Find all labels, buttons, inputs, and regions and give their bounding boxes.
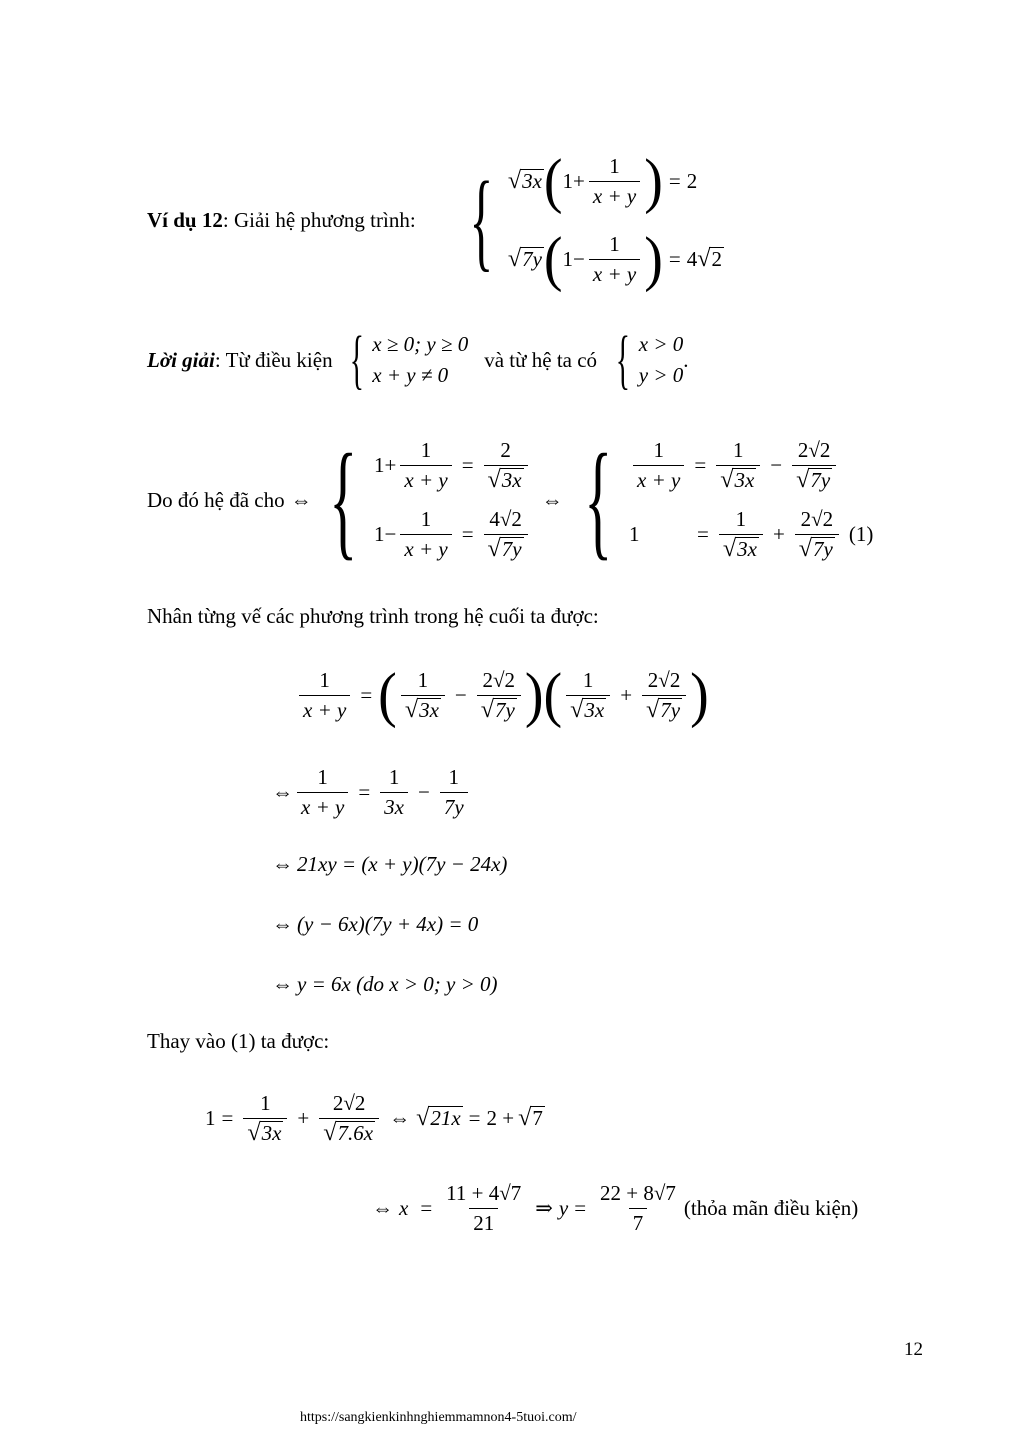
final-note: (thỏa mãn điều kiện) <box>683 1195 859 1220</box>
solution-label: Lời giải <box>147 347 215 372</box>
example-label: Ví dụ 12 <box>147 208 223 232</box>
product-equation: $\frac{1}{x + y}$ = ( 1 √ 3x − 2√2 √ 7y )( 1 √ 3x + 2√2 √ 7y ) <box>295 660 709 730</box>
equation-2: √ 7y ( 1− $\frac{1}{x + y}$ ) = 4 √ 2 <box>507 224 722 294</box>
substitute-equation: 1 = 1 √ 3x + 2√2 √ 7.6x ⇔ √ 21x = 2 + √ 7 <box>205 1090 543 1146</box>
multiply-text: Nhân từng vế các phương trình trong hệ cuối ta được: <box>147 604 599 628</box>
simplified-equation: ⇔ $\frac{1}{x + y}$ = $\frac{1}{3x}$ − $\frac{1}{7y}$ <box>272 762 472 822</box>
final-equation: ⇔ x = $\frac{11 + 4√7}{21}$ ⇒ y = $\frac{22 + 8√7}{7}$ (thỏa mãn điều kiện) <box>372 1180 859 1235</box>
step1-line: Do đó hệ đã cho ⇔ { 1+ $\frac{1}{x + y}$ = 2 √ 3x 1− $\frac{1}{x + y}$ = 4√2 √ 7y ⇔ { $\frac{1}{x + y}$ = 1 √ 3x − 2√2 √ 7y 1 = 1 √ 3x + 2√2 √ 7y (1) <box>147 428 874 572</box>
equation-line-5: ⇔ y = 6x (do x > 0; y > 0) <box>272 972 498 996</box>
system-brace: { <box>469 159 494 281</box>
example-heading <box>147 208 416 233</box>
example-text: : Giải hệ phương trình: <box>222 208 416 232</box>
substitute-text: Thay vào (1) ta được: <box>147 1029 330 1053</box>
equation-1: √ 3x ( 1+ $\frac{1}{x + y}$ ) = 2 <box>507 146 698 216</box>
solution-line: Lời giải : Từ điều kiện { x ≥ 0; y ≥ 0 x + y ≠ 0 và từ hệ ta có { x > 0 y > 0 . <box>147 323 689 396</box>
footer-url[interactable]: https://sangkienkinhnghiemmamnon4-5tuoi.com/ <box>300 1410 577 1425</box>
example-system <box>455 146 724 294</box>
equation-tag: (1) <box>848 522 874 546</box>
equation-line-4: ⇔ (y − 6x)(7y + 4x) = 0 <box>272 912 479 936</box>
equation-line-3: ⇔ 21xy = (x + y)(7y − 24x) <box>272 852 508 876</box>
page-number: 12 <box>904 1339 923 1360</box>
